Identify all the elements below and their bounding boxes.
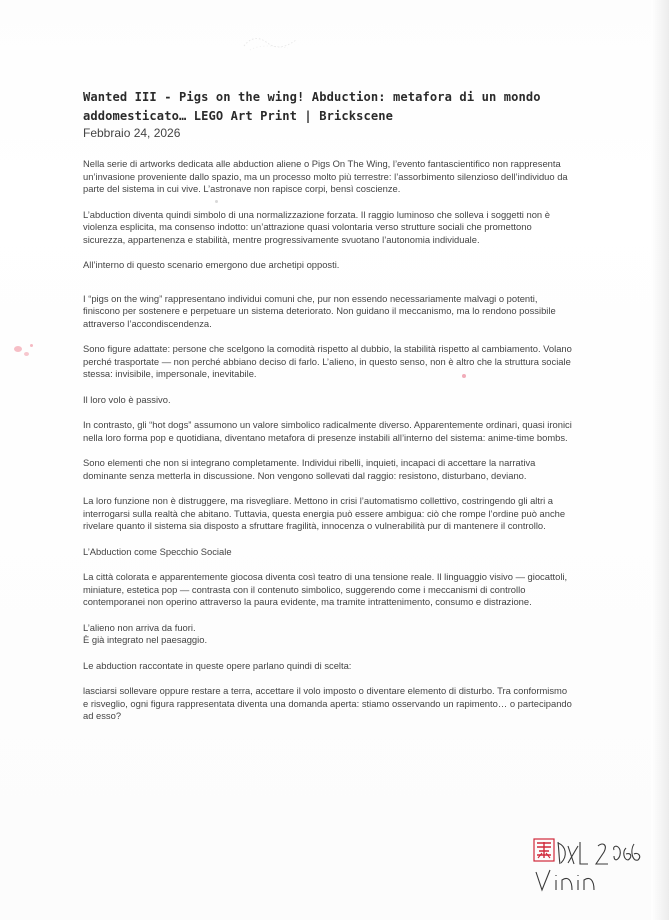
paragraph: L’alieno non arriva da fuori. [83, 621, 196, 633]
paragraph: Sono figure adattate: persone che scelgono la comodità rispetto al dubbio, la stabilità rispetto al cambiamento. Volano perché trasportate — non perché abbiano deciso di farlo. L’alieno, in questo senso, non è altro che la struttura sociale stessa: invisibile, impersonale, inevitabile. [83, 343, 572, 379]
paragraph: La città colorata e apparentemente giocosa diventa così teatro di una tensione reale. Il linguaggio visivo — giocattoli, miniature, estetica pop — contrasta con il contenuto simbolico, suggerendo come i meccanismi di controllo contemporanei non operino attraverso la paura evidente, ma tramite intrattenimento, consumo e distrazione. [83, 571, 568, 607]
red-ink-speck [462, 374, 466, 378]
article-title: Wanted III - Pigs on the wing! Abduction: metafora di un mondo addomesticato… LEGO Art Print | Brickscene [83, 90, 541, 123]
paragraph: I “pigs on the wing” rappresentano individui comuni che, pur non essendo necessariamente malvagi o potenti, finiscono per sostenere e perpetuare un sistema deteriorato. Non guidano il meccanismo, ma lo rendono possibile attraverso l’accondiscendenza. [83, 292, 556, 329]
article [83, 88, 573, 736]
red-ink-speck [14, 346, 22, 352]
paragraph: Le abduction raccontate in queste opere parlano quindi di scelta: [83, 659, 352, 671]
paragraph: Il loro volo è passivo. [83, 393, 171, 405]
section-heading: L’Abduction come Specchio Sociale [83, 545, 232, 557]
paragraph: Sono elementi che non si integrano completamente. Individui ribelli, inquieti, incapaci di accettare la narrativa dominante senza metterla in discussione. Non vengono sollevati dal raggio: resistono, disturbano, deviano. [83, 457, 536, 481]
paragraph: Nella serie di artworks dedicata alle abduction aliene o Pigs On The Wing, l’evento fantascientifico non rappresenta un’invasione proveniente dallo spazio, ma un processo molto più terrestre: l’assorbimento silenzioso dell’individuo da parte del sistema in cui vive. L’astronave non rapisce corpi, bensì coscienze. [83, 158, 568, 194]
scan-artifact [240, 32, 300, 54]
red-ink-speck [30, 344, 33, 347]
dust-speck [215, 200, 218, 203]
paragraph: In contrasto, gli “hot dogs” assumono un valore simbolico radicalmente diverso. Apparentemente ordinari, quasi ironici nella loro forma pop e quotidiana, diventano metafora di presenze instabili all’interno del sistema: anime-time bombs. [83, 419, 572, 443]
article-date: Febbraio 24, 2026 [83, 126, 181, 140]
paragraph: L’abduction diventa quindi simbolo di una normalizzazione forzata. Il raggio luminoso che solleva i soggetti non è violenza esplicita, ma consenso indotto: un’attrazione quasi volontaria verso strutture sociali che promettono sicurezza, appartenenza e stabilità, mentre progressivamente svuotano l’autonomia individuale. [83, 208, 550, 245]
article-body [83, 158, 573, 723]
artist-signature [528, 834, 648, 904]
paragraph: È già integrato nel paesaggio. [83, 634, 208, 645]
paragraph: lasciarsi sollevare oppure restare a terra, accettare il volo imposto o diventare elemento di disturbo. Tra conformismo e risveglio, ogni figura rappresentata diventa una domanda aperta: stiamo osservando un rapimento… o partecipando ad esso? [83, 685, 572, 721]
handwritten-signature [528, 834, 648, 904]
paragraph: La loro funzione non è distruggere, ma risvegliare. Mettono in crisi l’automatismo collettivo, costringendo gli altri a interrogarsi sulla realtà che abitano. Tuttavia, questa energia può essere ambigua: ciò che rompe l’ordine può anche rivelare quanto il sistema sia disposto a sfruttare fragilità, innocenza o vulnerabilità pur di mantenere il controllo. [83, 495, 566, 531]
red-ink-speck [24, 352, 29, 356]
page-edge-shadow [651, 0, 669, 920]
paragraph: All’interno di questo scenario emergono due archetipi opposti. [83, 259, 340, 270]
